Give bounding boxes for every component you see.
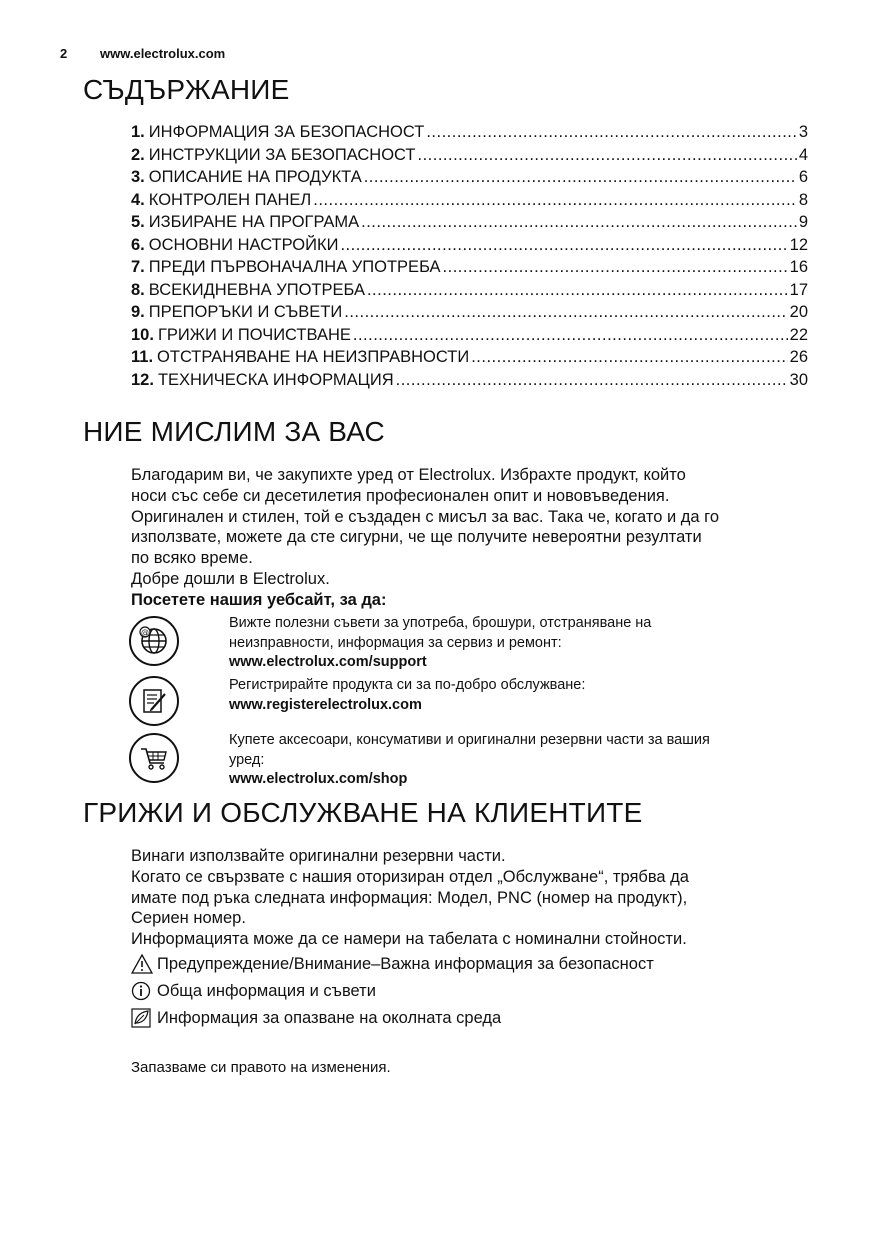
toc-title: СЪДЪРЖАНИЕ (83, 74, 290, 105)
toc-item-number: 3. (131, 168, 145, 186)
intro-line: носи със себе си десетилетия професионален опит и нововъведения. (131, 486, 670, 505)
toc-item-number: 10. (131, 325, 154, 344)
toc-item-page: 16 (789, 258, 808, 276)
shopping-cart-icon (129, 733, 179, 783)
globe-at-icon (129, 616, 179, 666)
register-link[interactable]: www.registerelectrolux.com (229, 696, 422, 713)
toc-item[interactable] (131, 123, 808, 146)
shop-item (129, 730, 829, 792)
toc-item[interactable] (131, 168, 808, 191)
care-line: Винаги използвайте оригинални резервни части. (131, 847, 506, 865)
toc-item-page: 6 (798, 168, 808, 186)
legend-warning (131, 954, 654, 974)
care-line: Информацията може да се намери на табелата с номинални стойности. (131, 930, 687, 949)
care-line: Когато се свързвате с нашия оторизиран отдел „Обслужване“, трябва да (131, 867, 689, 886)
care-paragraph (131, 846, 821, 950)
support-link[interactable]: www.electrolux.com/support (229, 654, 427, 671)
intro-paragraph (131, 465, 821, 611)
toc-item-label: КОНТРОЛЕН ПАНЕЛ (148, 190, 312, 209)
intro-line: Оригинален и стилен, той е създаден с мисъл за вас. Така че, когато и да го (131, 507, 720, 526)
toc-item-page: 22 (789, 325, 808, 344)
toc-item-number: 8. (131, 280, 145, 299)
toc-item[interactable] (131, 236, 808, 259)
toc-item-label: ТЕХНИЧЕСКА ИНФОРМАЦИЯ (157, 370, 394, 389)
register-text: Регистрирайте продукта си за по-добро обслужване: www.registerelectrolux.com (229, 676, 789, 715)
intro-line: по всяко време. (131, 549, 253, 568)
toc-item-label: ОПИСАНИЕ НА ПРОДУКТА (148, 168, 362, 186)
toc-item-page: 17 (789, 280, 808, 299)
toc-item-page: 30 (789, 370, 808, 389)
visit-label: Посетете нашия уебсайт, за да: (131, 590, 387, 609)
footer-note: Запазваме си правото на изменения. (131, 1059, 391, 1076)
toc-item-number: 6. (131, 235, 145, 254)
toc-item-number: 12. (131, 370, 154, 389)
care-line: Сериен номер. (131, 909, 246, 928)
info-icon (131, 981, 151, 1001)
legend-info-text: Обща информация и съвети (157, 981, 376, 1000)
toc-item-label: ИЗБИРАНЕ НА ПРОГРАМА (148, 213, 360, 231)
toc-item-page: 9 (798, 213, 808, 231)
site-url[interactable]: www.electrolux.com (100, 46, 226, 61)
shop-text: Купете аксесоари, консумативи и оригинални резервни части за вашия уред: www.electrolux.com/shop (229, 731, 789, 790)
toc-item-number: 4. (131, 190, 145, 209)
support-item (129, 614, 829, 670)
table-of-contents (131, 123, 808, 393)
support-text: Вижте полезни съвети за употреба, брошури, отстраняване на неизправности, информация за сервиз и ремонт: www.electrolux.com/support (229, 614, 789, 673)
toc-item-page: 20 (789, 303, 808, 321)
toc-item-page: 3 (798, 123, 808, 141)
leaf-icon (131, 1008, 151, 1028)
toc-item-label: ПРЕПОРЪКИ И СЪВЕТИ (148, 303, 343, 321)
page-number: 2 (60, 46, 68, 61)
toc-item[interactable] (131, 258, 808, 281)
toc-item-label: ВСЕКИДНЕВНА УПОТРЕБА (148, 280, 365, 299)
section-title-thinking: НИЕ МИСЛИМ ЗА ВАС (83, 416, 385, 447)
legend-info (131, 981, 376, 1001)
toc-item-label: ПРЕДИ ПЪРВОНАЧАЛНА УПОТРЕБА (148, 258, 441, 276)
toc-item-label: ИНФОРМАЦИЯ ЗА БЕЗОПАСНОСТ (148, 123, 425, 141)
toc-item[interactable] (131, 326, 808, 349)
toc-item[interactable] (131, 303, 808, 326)
legend-env-text: Информация за опазване на околната среда (157, 1008, 502, 1027)
care-line: имате под ръка следната информация: Модел, PNC (номер на продукт), (131, 888, 688, 907)
toc-item[interactable] (131, 281, 808, 304)
toc-item-label: ОСНОВНИ НАСТРОЙКИ (148, 235, 339, 254)
toc-item-number: 5. (131, 213, 145, 231)
toc-item[interactable] (131, 348, 808, 371)
intro-line: Добре дошли в Electrolux. (131, 569, 330, 588)
section-title-care: ГРИЖИ И ОБСЛУЖВАНЕ НА КЛИЕНТИТЕ (83, 797, 643, 828)
toc-item[interactable] (131, 146, 808, 169)
document-pen-icon (129, 676, 179, 726)
toc-item-label: ГРИЖИ И ПОЧИСТВАНЕ (157, 325, 351, 344)
toc-item-number: 7. (131, 258, 145, 276)
toc-item-number: 9. (131, 303, 145, 321)
toc-item-page: 12 (789, 235, 808, 254)
legend-warning-text: Предупреждение/Внимание–Важна информация за безопасност (157, 954, 654, 973)
svg-text:@: @ (141, 628, 149, 637)
intro-line: Благодарим ви, че закупихте уред от Electrolux. Избрахте продукт, който (131, 466, 686, 484)
toc-item-number: 2. (131, 145, 145, 164)
shop-link[interactable]: www.electrolux.com/shop (229, 771, 408, 788)
toc-item-label: ИНСТРУКЦИИ ЗА БЕЗОПАСНОСТ (148, 145, 416, 164)
intro-line: използвате, можете да сте сигурни, че ще получите невероятни резултати (131, 528, 702, 547)
toc-item-page: 8 (798, 190, 808, 209)
toc-item-label: ОТСТРАНЯВАНЕ НА НЕИЗПРАВНОСТИ (157, 348, 470, 366)
register-item (129, 674, 829, 730)
warning-triangle-icon (131, 954, 151, 974)
legend-env (131, 1008, 501, 1028)
toc-item-page: 26 (789, 348, 808, 366)
toc-item-number: 11. (131, 348, 154, 366)
toc-item-number: 1. (131, 123, 145, 141)
page-header (60, 46, 225, 61)
toc-item[interactable] (131, 213, 808, 236)
toc-item[interactable] (131, 191, 808, 214)
toc-item[interactable] (131, 371, 808, 394)
toc-item-page: 4 (798, 145, 808, 164)
